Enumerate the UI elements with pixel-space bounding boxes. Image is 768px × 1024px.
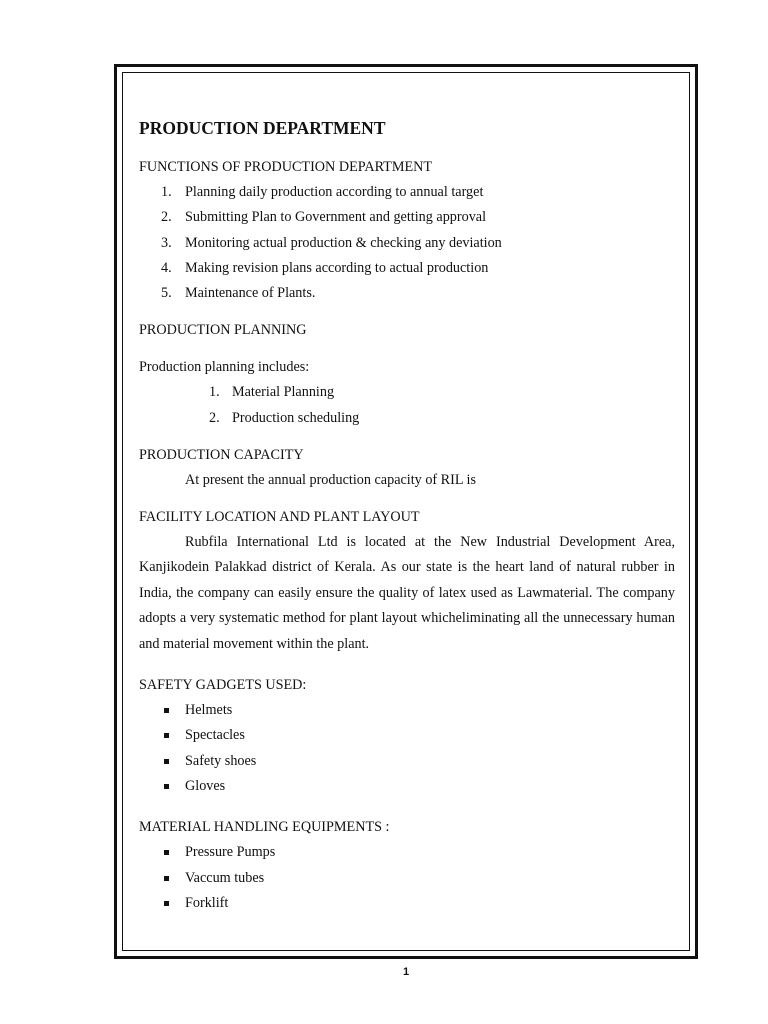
item-number: 4.: [161, 259, 172, 276]
functions-heading: FUNCTIONS OF PRODUCTION DEPARTMENT: [139, 159, 433, 175]
item-text: Pressure Pumps: [185, 844, 276, 861]
list-item: [139, 698, 675, 723]
item-number: 2.: [209, 409, 220, 426]
item-number: 2.: [161, 209, 172, 226]
item-text: Spectacles: [185, 727, 245, 744]
square-bullet-icon: [164, 708, 169, 713]
planning-list: [139, 380, 675, 431]
square-bullet-icon: [164, 850, 169, 855]
list-item: [139, 891, 675, 916]
safety-heading: SAFETY GADGETS USED:: [139, 677, 307, 694]
handling-section: [139, 815, 675, 916]
facility-section: [139, 505, 675, 657]
item-text: Making revision plans according to actual production: [185, 259, 489, 276]
planning-section: [139, 355, 675, 431]
list-item: [139, 866, 675, 891]
facility-text: Rubfila International Ltd is located at the New Industrial Development Area, Kanjikodein Palakkad district of Kerala. As our state is the heart land of natural rubber in India, the company can easily ensure the quality of latex used as Lawmaterial. The company adopts a very systematic method for plant layout whicheliminating all the unnecessary human and material movement within the plant.: [139, 534, 675, 652]
page-number: 1: [402, 966, 410, 978]
functions-section: [139, 155, 675, 306]
item-text: Gloves: [185, 778, 226, 794]
square-bullet-icon: [164, 733, 169, 738]
item-text: Maintenance of Plants.: [185, 285, 316, 302]
item-number: 5.: [161, 285, 172, 302]
capacity-section: [139, 443, 675, 493]
item-number: 3.: [161, 234, 172, 251]
planning-intro: Production planning includes:: [139, 359, 310, 376]
item-text: Helmets: [185, 702, 233, 719]
list-item: [139, 406, 675, 431]
item-text: Production scheduling: [232, 409, 360, 426]
handling-heading: MATERIAL HANDLING EQUIPMENTS :: [139, 819, 390, 836]
planning-heading-section: [139, 318, 675, 343]
document-body: [139, 112, 675, 928]
item-text: Submitting Plan to Government and getting approval: [185, 209, 487, 226]
item-text: Material Planning: [232, 384, 335, 401]
list-item: [139, 380, 675, 405]
planning-heading: PRODUCTION PLANNING: [139, 322, 307, 339]
square-bullet-icon: [164, 784, 169, 789]
list-item: [139, 205, 675, 230]
safety-list: [139, 698, 675, 799]
list-item: [139, 281, 675, 306]
item-text: Safety shoes: [185, 752, 257, 769]
item-text: Vaccum tubes: [185, 869, 265, 886]
square-bullet-icon: [164, 901, 169, 906]
list-item: [139, 180, 675, 205]
list-item: [139, 774, 675, 799]
list-item: [139, 840, 675, 865]
item-text: Planning daily production according to annual target: [185, 184, 484, 200]
list-item: [139, 749, 675, 774]
item-number: 1.: [161, 184, 172, 200]
functions-list: [139, 180, 675, 306]
safety-section: [139, 673, 675, 799]
facility-heading: FACILITY LOCATION AND PLANT LAYOUT: [139, 509, 420, 526]
capacity-text: At present the annual production capacity of RIL is: [185, 472, 477, 489]
list-item: [139, 231, 675, 256]
facility-paragraph: [139, 530, 675, 657]
list-item: [139, 256, 675, 281]
item-text: Monitoring actual production & checking any deviation: [185, 234, 502, 251]
list-item: [139, 723, 675, 748]
handling-list: [139, 840, 675, 916]
page-title: PRODUCTION DEPARTMENT: [139, 118, 386, 138]
square-bullet-icon: [164, 876, 169, 881]
item-number: 1.: [209, 384, 220, 401]
item-text: Forklift: [185, 894, 229, 911]
capacity-heading: PRODUCTION CAPACITY: [139, 447, 304, 464]
square-bullet-icon: [164, 759, 169, 764]
